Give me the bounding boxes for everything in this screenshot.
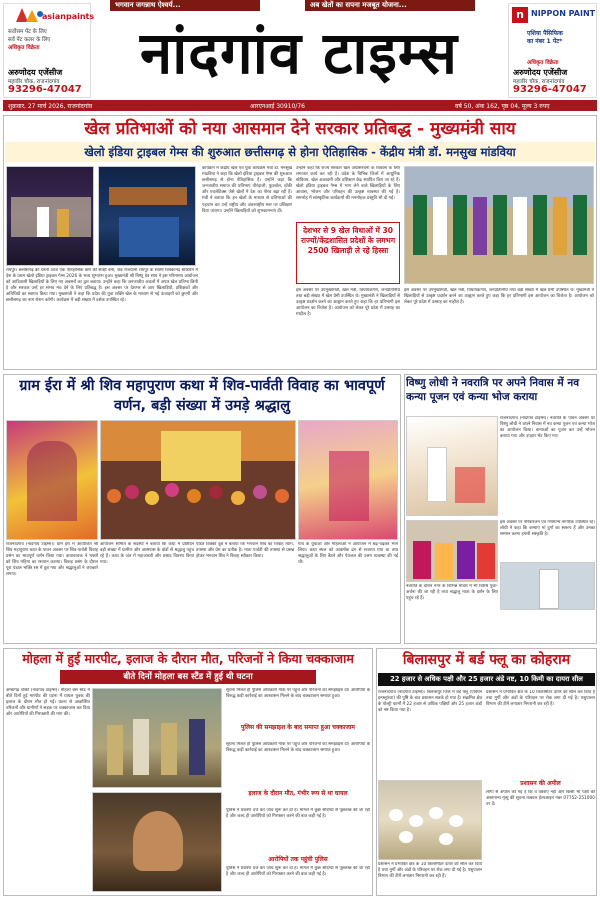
shiv-headline: ग्राम ईरा में श्री शिव महापुराण कथा में शिव-पार्वती विवाह का भावपूर्ण वर्णन, बड़ी संख्या में उमड़े श्रद्धालु — [19, 378, 385, 414]
lead-body-col2: कार्यक्रम में केंद्रीय खेल एवं युवा कार्यक्रम मंत्री डॉ. मनसुख मांडविया ने कहा कि खेलो इंडिया ट्राइबल गेम्स की शुरुआत छत्तीसगढ़ से होना ऐतिहासिक है। उन्होंने कहा कि जनजातीय समाज की प्रतिभाएं तीरंदाजी, फुटबॉल, हॉकी और एथलेटिक्स जैसे खेलों में देश का गौरव बढ़ा रही हैं। मंत्री ने बताया कि इन खेलों के माध्यम से प्रतिभाओं की पहचान कर उन्हें राष्ट्रीय और अंतरराष्ट्रीय स्तर पर प्रशिक्षण दिया जाएगा। उन्होंने खिलाड़ियों को शुभकामनाएं दीं। — [202, 166, 292, 214]
nippon-tag1: एशिया पैसिफिक — [527, 30, 563, 37]
flu-body-col4: प्रशासन ने प्रभावित क्षेत्र के 10 किलोमीटर दायरे को सील कर दिया है तथा मुर्गी और अंडों के परिवहन पर रोक लगा दी गई है। पशुपालन विभाग की टीमें लगातार निगरानी कर रही हैं। — [378, 862, 482, 880]
shiv-body-col4: गांव के युवाओं और महिलाओं ने आयोजन में बढ़-चढ़कर भाग लिया। कथा स्थल को आकर्षक ढंग से सजाया गया था तथा श्रद्धालुओं के लिए बैठने और पेयजल की उत्तम व्यवस्था की गई थी। — [298, 542, 398, 566]
top-strip-right-text: अब खेतों का सपना मजबूत योजना... — [310, 1, 407, 9]
nippon-logo-icon: n — [512, 7, 528, 23]
shiv-body-col2: आयोजन समिति के सदस्यों ने बताया कि कथा में प्रतिदिन बड़ी संख्या में ग्रामीण और आसपास के क्षेत्रों से श्रद्धालु पहुंच रहे हैं। कथा के अंत में महाआरती और प्रसाद वितरण किया गया। — [100, 542, 194, 566]
mohla-headline: मोहला में हुई मारपीट, इलाज के दौरान मौत, परिजनों ने किया चक्काजाम — [22, 651, 354, 666]
nippon-brand: NIPPON PAINT — [531, 9, 596, 18]
dealer-phone-left: 93296-47047 — [8, 84, 82, 95]
dealer-name-left: अरुणोदय एजेंसीज — [8, 68, 63, 77]
lead-body-col4: इस अवसर पर उपमुख्यमंत्री, खेल मंत्री, विधायकगण, जनप्रतिनिधि तथा बड़ी संख्या में खेल प्रेमी उपस्थित थे। मुख्यमंत्री ने खिलाड़ियों से उत्कृष्ट प्रदर्शन करने का आह्वान करते हुए कहा कि हर प्रतिभागी इस आयोजन का विजेता है। आयोजन को लेकर पूरे प्रदेश में उत्साह का माहौल है। — [404, 288, 594, 306]
lodhi-photo-girls — [406, 520, 498, 582]
dealer-phone-right: 93296-47047 — [513, 84, 587, 95]
lead-pullquote: देशभर से 9 खेल विधाओं में 30 राज्यों/केंद्रशासित प्रदेशों के लगभग 2500 खिलाड़ी ले रहे हिस्सा — [300, 226, 396, 255]
lead-headline: खेल प्रतिभाओं को नया आसमान देने सरकार प्रतिबद्ध - मुख्यमंत्री साय — [84, 119, 516, 139]
flu-body-col3: लोगों से अपील की गई है कि वे घबराएं नहीं और किसी भी पक्षी की असामान्य मृत्यु की सूचना तत्काल हेल्पलाइन नंबर 07752-251000 पर दें। — [486, 790, 595, 808]
shiv-photo-right — [298, 420, 398, 540]
dateline-rni: आरएनआई 30910/76 — [250, 103, 305, 110]
lead-photo-ceremony — [6, 166, 94, 266]
asianpaints-tag1: सर्वोत्तम पेंट के लिए — [8, 29, 47, 35]
lead-body-col3b: इस अवसर पर उपमुख्यमंत्री, खेल मंत्री, विधायकगण, जनप्रतिनिधि तथा बड़ी संख्या में खेल प्रेमी उपस्थित थे। मुख्यमंत्री ने खिलाड़ियों से उत्कृष्ट प्रदर्शन करने का आह्वान करते हुए कहा कि हर प्रतिभागी इस आयोजन का विजेता है। आयोजन को लेकर पूरे प्रदेश में उत्साह का माहौल है। — [296, 288, 400, 318]
mohla-body-col2c: पुलिस ने प्रकरण दर्ज कर जांच शुरू कर दी है। मामले में कुछ संदिग्धों से पूछताछ की जा रही है और जल्द ही आरोपियों को गिरफ्तार करने की बात कही गई है। — [226, 808, 370, 820]
dealer-address-right: महावीर चौक, राजनांदगांव — [513, 79, 565, 85]
mohla-body-col2: सूचना मिलते ही पुलिस अधिकारी मौके पर पहुंचे और परिजनों को समझाइश दी। आरोपियों के विरुद्ध कड़ी कार्रवाई का आश्वासन मिलने के बाद चक्काजाम समाप्त हुआ। — [226, 688, 370, 700]
lead-photo-players — [404, 166, 594, 284]
lodhi-body-col2: इस अवसर पर परिवारजन एवं गणमान्य नागरिक उपस्थित रहे। लोधी ने कहा कि कन्याएं मां दुर्गा का स्वरूप हैं और उनका सम्मान करना हमारी संस्कृति है। — [500, 520, 595, 538]
lodhi-photo-pooja — [406, 416, 498, 516]
flu-sub: प्रशासन की अपील — [520, 780, 561, 787]
shiv-body-col3: पंडित विक्की दुबे ने बताया कि भगवान शिव का विवाह त्याग, तपस्या और प्रेम का प्रतीक है। माता पार्वती की तपस्या से प्रसन्न होकर भगवान शिव ने विवाह स्वीकार किया। — [196, 542, 294, 560]
lead-body-col1: रायपुर। छत्तीसगढ़ की धरती आज एक ऐतिहासिक क्षण की साक्षी बनी, जब राजधानी रायपुर के स्वामी विवेकानंद स्टेडियम में देश के प्रथम खेलो इंडिया ट्राइबल गेम्स 2026 के भव्य शुभारंभ हुआ। मुख्यमंत्री श्री विष्णु देव साय ने इस गरिमामय आयोजन को आदिवासी खिलाड़ियों के लिए नए अवसरों का द्वार बताया। उन्होंने कहा कि जनजातीय अंचलों में अपार खेल प्रतिभा छिपी है और सरकार उन्हें हर संभव मंच देने के लिए प्रतिबद्ध है। इस अवसर पर देशभर से आए खिलाड़ियों, प्रशिक्षकों और अतिथियों का स्वागत किया गया। मुख्यमंत्री ने कहा कि प्रदेश की युवा शक्ति खेल के माध्यम से नई ऊंचाइयों को छुएगी और छत्तीसगढ़ का नाम रोशन करेगी। कार्यक्रम में बड़ी संख्या में दर्शक उपस्थित रहे। — [6, 268, 198, 304]
mohla-sub3: आरोपियों तक पहुंची पुलिस — [268, 856, 328, 863]
asianpaints-logo-icon — [14, 6, 44, 24]
mohla-body-col1: अम्बागढ़ चौकी (नांदगांव टाइम्स)। मोहला बस स्टैंड में बीते दिनों हुई मारपीट की घटना में घायल युवक की इलाज के दौरान मौत हो गई। घटना से आक्रोशित परिजनों और ग्रामीणों ने सड़क पर चक्काजाम कर दिया और आरोपियों की गिरफ्तारी की मांग की। — [6, 688, 90, 718]
shiv-body-col1: राजनांदगांव (नांदगांव टाइम्स)। ग्राम ईरा में आयोजित श्री शिव महापुराण कथा के पावन अवसर पर शिव-पार्वती विवाह प्रसंग का भावपूर्ण वर्णन किया गया। कथावाचक ने भक्तों को शिव महिमा का रसपान कराया। विवाह प्रसंग के दौरान पूरा पंडाल भक्ति रस में डूब गया और श्रद्धालुओं ने जयकारे लगाए। — [6, 542, 98, 578]
mohla-subhead: बीते दिनों मोहला बस स्टैंड में हुई थी घटना — [123, 672, 253, 682]
dateline-meta: वर्ष 50, अंक 162, पृष्ठ 04, मूल्य 3 रुपए — [455, 103, 550, 110]
lead-subhead: खेलो इंडिया ट्राइबल गेम्स की शुरुआत छत्तीसगढ़ से होना ऐतिहासिक - केंद्रीय मंत्री डॉ. मनसुख मांडविया — [84, 145, 516, 159]
asianpaints-ad[interactable] — [3, 3, 95, 98]
mohla-body-col2d: पुलिस ने प्रकरण दर्ज कर जांच शुरू कर दी है। मामले में कुछ संदिग्धों से पूछताछ की जा रही है और जल्द ही आरोपियों को गिरफ्तार करने की बात कही गई है। — [226, 866, 370, 878]
lodhi-body-col1: राजनांदगांव (नांदगांव टाइम्स)। नवरात्रि के पावन अवसर पर विष्णु लोधी ने अपने निवास में नव कन्या पूजन एवं कन्या भोज का आयोजन किया। कन्याओं का पूजन कर उन्हें भोजन कराया गया और उपहार भेंट किए गए। — [500, 416, 595, 440]
flu-body-col2: प्रशासन ने प्रभावित क्षेत्र के 10 किलोमीटर दायरे को सील कर दिया है तथा मुर्गी और अंडों के परिवहन पर रोक लगा दी गई है। पशुपालन विभाग की टीमें लगातार निगरानी कर रही हैं। — [486, 690, 595, 708]
shiv-photo-left — [6, 420, 98, 540]
mohla-photo-police — [92, 688, 222, 788]
lodhi-photo-host — [500, 562, 595, 610]
asianpaints-tag2: सर्व पेंट कलर के लिए — [8, 37, 51, 43]
flu-body-col1: राजनांदगांव (नांदगांव टाइम्स)। बिलासपुर जिले में बर्ड फ्लू (एवियन इन्फ्लूएंजा) की पुष्टि के बाद प्रशासन सतर्क हो गया है। संक्रमित क्षेत्र के पोल्ट्री फार्मों में 22 हजार से अधिक पक्षियों और 25 हजार अंडों को नष्ट किया गया है। — [378, 690, 482, 714]
mohla-body-col2b: सूचना मिलते ही पुलिस अधिकारी मौके पर पहुंचे और परिजनों को समझाइश दी। आरोपियों के विरुद्ध कड़ी कार्रवाई का आश्वासन मिलने के बाद चक्काजाम समाप्त हुआ। — [226, 742, 370, 754]
asianpaints-tag3: अधिकृत विक्रेता — [8, 45, 40, 51]
lodhi-headline: विष्णु लोधी ने नवरात्रि पर अपने निवास में नव कन्या पूजन एवं कन्या भोज कराया — [406, 377, 580, 403]
top-strip-left-text: भगवान जगन्नाथ ऐश्वर्य... — [115, 1, 181, 9]
lead-body-col3: उन्होंने कहा कि राज्य सरकार खेल अधोसंरचना के विकास के लिए लगातार कार्य कर रही है। प्रदेश के विभिन्न जिलों में आधुनिक स्टेडियम, खेल अकादमी और प्रशिक्षण केंद्र स्थापित किए जा रहे हैं। खेलो इंडिया ट्राइबल गेम्स में भाग लेने वाले खिलाड़ियों के लिए आवास, भोजन और परिवहन की उत्कृष्ट व्यवस्था की गई है। समारोह में सांस्कृतिक कार्यक्रमों की मनमोहक प्रस्तुति भी दी गई। — [296, 166, 400, 202]
lodhi-body-col3: नवरात्रि के दौरान नगर के विभिन्न मंदिरों में भी विशेष पूजा-अर्चना की जा रही है तथा श्रद्धालु माता के दर्शन के लिए पहुंच रहे हैं। — [406, 584, 498, 602]
shiv-photo-crowd — [100, 420, 296, 540]
dealer-name-right: अरुणोदय एजेंसीज — [513, 68, 568, 77]
lead-photo-stage — [98, 166, 196, 266]
dateline-date: शुक्रवार, 27 मार्च 2026, राजनांदगांव — [8, 103, 93, 110]
asianpaints-brand: asianpaints — [42, 12, 95, 21]
flu-strap: 22 हजार से अधिक पक्षी और 25 हजार अंडे नष्ट, 10 किमी का दायरा सील — [390, 675, 583, 683]
flu-headline: बिलासपुर में बर्ड फ्लू का कोहराम — [402, 652, 571, 668]
nippon-tag3: अधिकृत विक्रेता — [527, 60, 559, 66]
dealer-address-left: महावीर चौक, राजनांदगांव — [8, 79, 60, 85]
nippon-tag2: का नंबर 1 पेंट* — [527, 38, 563, 45]
masthead-title: नांदगांव टाइम्स — [140, 19, 458, 87]
mohla-sub2: इलाज के दौरान मौत, गंभीर रूप से था घायल — [248, 790, 348, 797]
mohla-sub1: पुलिस की समझाइश के बाद समाप्त हुआ चक्काजाम — [240, 724, 356, 731]
flu-photo-poultry — [378, 780, 482, 860]
mohla-photo-victim — [92, 792, 222, 892]
nippon-ad[interactable] — [508, 3, 597, 98]
